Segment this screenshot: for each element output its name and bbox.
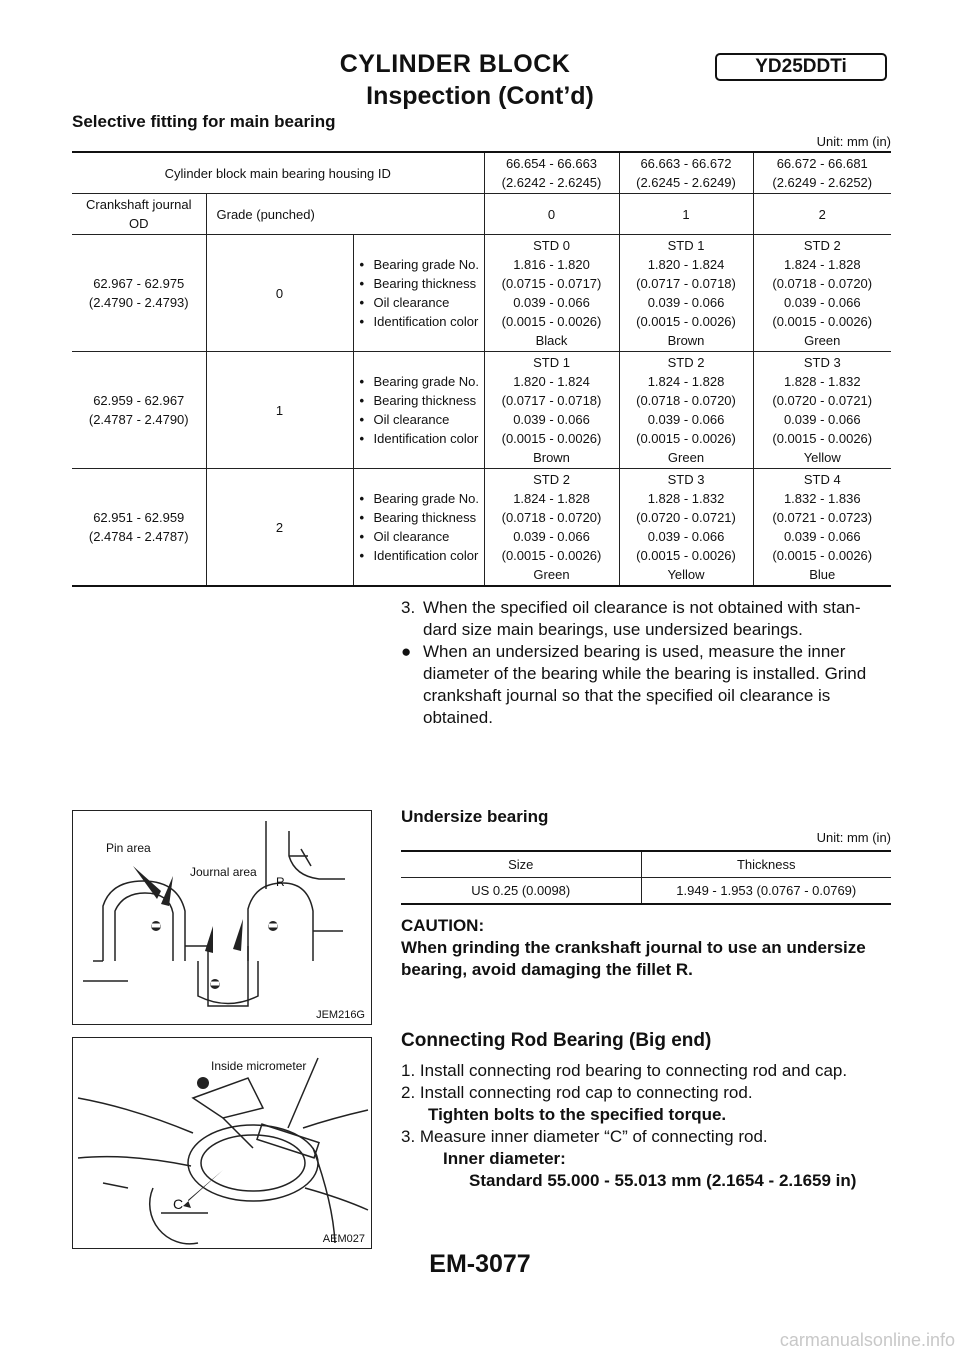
bearing-cell: STD 2 1.824 - 1.828 (0.0718 - 0.0720) 0.039 - 0.066 (0.0015 - 0.0026) Green	[619, 352, 753, 469]
undersize-heading: Undersize bearing	[401, 807, 549, 826]
conrod-step-2-torque: Tighten bolts to the specified torque.	[428, 1105, 727, 1124]
table-row	[72, 352, 891, 469]
caution-label: CAUTION:	[401, 916, 485, 935]
item-labels: • Bearing grade No. • Bearing thickness • Oil clearance • Identification color	[353, 352, 484, 469]
conrod-step-3: 3. Measure inner diameter “C” of connecting rod.	[401, 1127, 768, 1146]
grade-label: Grade (punched)	[206, 194, 484, 235]
housing-id-0: 66.654 - 66.663 (2.6242 - 2.6245)	[484, 152, 619, 194]
undersize-table	[401, 850, 891, 905]
main-bearing-unit: Unit: mm (in)	[816, 134, 891, 149]
journal-od: 62.959 - 62.967 (2.4787 - 2.4790)	[72, 352, 206, 469]
item-labels: • Bearing grade No. • Bearing thickness • Oil clearance • Identification color	[353, 469, 484, 587]
table-row	[401, 878, 891, 905]
bearing-cell: STD 3 1.828 - 1.832 (0.0720 - 0.0721) 0.039 - 0.066 (0.0015 - 0.0026) Yellow	[753, 352, 891, 469]
grade-col-1: 1	[619, 194, 753, 235]
bearing-cell: STD 4 1.832 - 1.836 (0.0721 - 0.0723) 0.039 - 0.066 (0.0015 - 0.0026) Blue	[753, 469, 891, 587]
figure-id: AEM027	[322, 1233, 365, 1245]
step-3-text	[401, 597, 893, 729]
undersize-header-row	[401, 851, 891, 878]
bearing-cell: STD 0 1.816 - 1.820 (0.0715 - 0.0717) 0.039 - 0.066 (0.0015 - 0.0026) Black	[484, 235, 619, 352]
conrod-step-2: 2. Install connecting rod cap to connecting rod.	[401, 1083, 753, 1102]
conrod-heading: Connecting Rod Bearing (Big end)	[401, 1030, 712, 1051]
size-header: Size	[401, 851, 641, 878]
housing-id-2: 66.672 - 66.681 (2.6249 - 2.6252)	[753, 152, 891, 194]
section-title: CYLINDER BLOCK	[339, 50, 571, 78]
journal-od: 62.951 - 62.959 (2.4784 - 2.4787)	[72, 469, 206, 587]
pin-area-label: Pin area	[106, 841, 151, 855]
table-row	[72, 235, 891, 352]
bearing-cell: STD 1 1.820 - 1.824 (0.0717 - 0.0718) 0.039 - 0.066 (0.0015 - 0.0026) Brown	[619, 235, 753, 352]
journal-grade: 2	[206, 469, 353, 587]
fillet-r-label: R	[276, 875, 285, 889]
conrod-steps	[401, 1060, 901, 1192]
caution-block	[401, 915, 893, 981]
watermark: carmanualsonline.info	[779, 1330, 955, 1350]
step-3-bullet: ● When an undersized bearing is used, measure the inner diameter of the bearing while the bearing is installed. Grind crankshaft journal so that the specified oil clearance is obtained.	[401, 642, 867, 727]
diameter-c-label: C	[173, 1196, 184, 1212]
conrod-step-1: 1. Install connecting rod bearing to connecting rod and cap.	[401, 1061, 848, 1080]
journal-od-label: Crankshaft journal OD	[72, 194, 206, 235]
journal-od: 62.967 - 62.975 (2.4790 - 2.4793)	[72, 235, 206, 352]
undersize-unit: Unit: mm (in)	[816, 830, 891, 845]
journal-grade: 1	[206, 352, 353, 469]
inside-micrometer-label: Inside micrometer	[211, 1059, 307, 1073]
inner-diameter-label: Inner diameter:	[443, 1149, 566, 1168]
main-bearing-heading: Selective fitting for main bearing	[72, 112, 336, 131]
table-row	[72, 469, 891, 587]
step-3-line: 3. When the specified oil clearance is not obtained with stan- dard size main bearings, use undersized bearings.	[401, 598, 861, 639]
size-value: US 0.25 (0.0098)	[401, 878, 641, 905]
bearing-cell: STD 1 1.820 - 1.824 (0.0717 - 0.0718) 0.039 - 0.066 (0.0015 - 0.0026) Brown	[484, 352, 619, 469]
item-labels: • Bearing grade No. • Bearing thickness • Oil clearance • Identification color	[353, 235, 484, 352]
grade-col-0: 0	[484, 194, 619, 235]
inner-diameter-standard: Standard 55.000 - 55.013 mm (2.1654 - 2.1659 in)	[469, 1171, 857, 1190]
main-bearing-table	[72, 151, 891, 587]
figure-id: JEM216G	[316, 1009, 365, 1021]
housing-row	[72, 152, 891, 194]
grade-row	[72, 194, 891, 235]
bearing-cell: STD 3 1.828 - 1.832 (0.0720 - 0.0721) 0.039 - 0.066 (0.0015 - 0.0026) Yellow	[619, 469, 753, 587]
bearing-cell: STD 2 1.824 - 1.828 (0.0718 - 0.0720) 0.039 - 0.066 (0.0015 - 0.0026) Green	[753, 235, 891, 352]
section-subtitle: Inspection (Cont’d)	[366, 82, 594, 110]
bearing-cell: STD 2 1.824 - 1.828 (0.0718 - 0.0720) 0.039 - 0.066 (0.0015 - 0.0026) Green	[484, 469, 619, 587]
journal-area-label: Journal area	[190, 865, 257, 879]
crankshaft-figure	[72, 810, 372, 1025]
thickness-value: 1.949 - 1.953 (0.0767 - 0.0769)	[641, 878, 891, 905]
grade-col-2: 2	[753, 194, 891, 235]
housing-label: Cylinder block main bearing housing ID	[72, 152, 484, 194]
thickness-header: Thickness	[641, 851, 891, 878]
micrometer-figure	[72, 1037, 372, 1249]
page-number: EM-3077	[429, 1250, 531, 1278]
journal-grade: 0	[206, 235, 353, 352]
caution-text: When grinding the crankshaft journal to use an undersize bearing, avoid damaging the fillet R.	[401, 938, 866, 979]
engine-code-badge: YD25DDTi	[715, 53, 887, 81]
housing-id-1: 66.663 - 66.672 (2.6245 - 2.6249)	[619, 152, 753, 194]
